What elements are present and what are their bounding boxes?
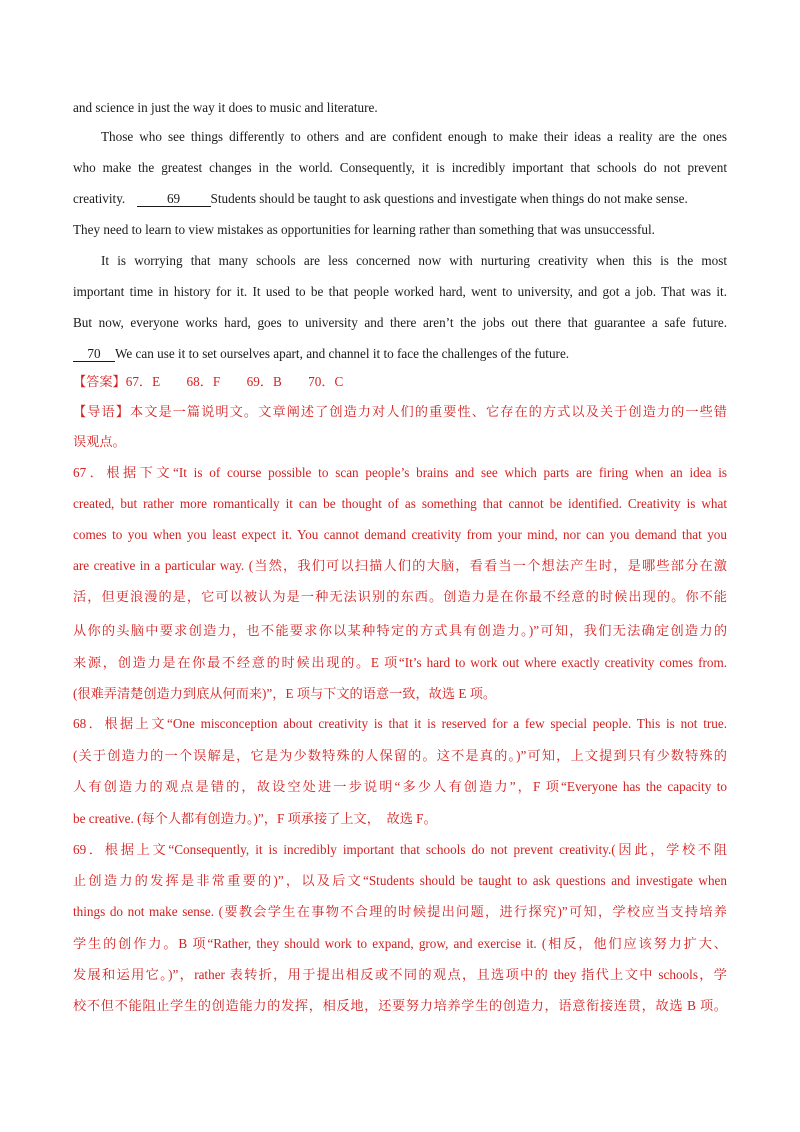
explanation-69-line: 学生的创作力。B 项“Rather, they should work to expand, grow, and exercise it. (相反，他们应该努力扩大、 (73, 936, 727, 951)
passage-line: Those who see things differently to others and are confident enough to make their ideas a reality are the ones (101, 129, 727, 144)
answer-key: 【答案】67．E 68．F 69．B 70．C (73, 374, 344, 389)
explanation-67-line: (很难弄清楚创造力到底从何而来)”，E 项与下文的语意一致，故选 E 项。 (73, 686, 497, 701)
explanation-68-line: (关于创造力的一个误解是，它是为少数特殊的人保留的。这不是真的。)”可知，上文提到只有少数特殊的 (73, 748, 727, 763)
passage-line: and science in just the way it does to music and literature. (73, 100, 378, 115)
explanation-67-line: 来源，创造力是在你最不经意的时候出现的。E 项“It’s hard to work out where exactly creativity comes from. (73, 655, 727, 670)
explanation-69-line: 止创造力的发挥是非常重要的)”，以及后文“Students should be taught to ask questions and investigate when (73, 873, 727, 888)
passage-text: Students should be taught to ask questions and investigate when things do not make sense. (210, 191, 688, 206)
explanation-68-line: be creative. (每个人都有创造力。)”，F 项承接了上文， 故选 F。 (73, 811, 437, 826)
explanation-67-line: 活，但更浪漫的是，它可以被认为是一种无法识别的东西。创造力是在你最不经意的时候出现的。你不能 (73, 589, 727, 604)
explanation-68-line: 68．根据上文“One misconception about creativity is that it is reserved for a few special people. This is not true. (73, 716, 727, 731)
explanation-69-line: things do not make sense. (要教会学生在事物不合理的时候提出问题，进行探究)”可知，学校应当支持培养 (73, 904, 727, 919)
explanation-69-line: 69．根据上文“Consequently, it is incredibly important that schools do not prevent creativity.(因此，学校不阻 (73, 842, 727, 857)
explanation-67-line: are creative in a particular way. (当然，我们可以扫描人们的大脑，看看当一个想法产生时，是哪些部分在激 (73, 558, 727, 573)
passage-line: It is worrying that many schools are less concerned now with nurturing creativity when this is the most (101, 253, 727, 268)
passage-line-with-blank-70 (73, 346, 727, 362)
passage-text: creativity. (73, 191, 126, 206)
passage-line: They need to learn to view mistakes as opportunities for learning rather than something that was unsuccessful. (73, 222, 655, 237)
explanation-69-line: 发展和运用它。)”，rather 表转折，用于提出相反或不同的观点，且选项中的 they 指代上文中 schools，学 (73, 967, 727, 982)
blank-69: 69 (137, 192, 211, 207)
passage-line-with-blank-69 (73, 191, 727, 207)
explanation-68-line: 人有创造力的观点是错的，故设空处进一步说明“多少人有创造力”，F 项“Everyone has the capacity to (73, 779, 727, 794)
guide-line: 误观点。 (73, 434, 126, 449)
explanation-67-line: created, but rather more romantically it can be thought of as something that cannot be identified. Creativity is what (73, 496, 727, 511)
guide-line: 【导语】本文是一篇说明文。文章阐述了创造力对人们的重要性、它存在的方式以及关于创造力的一些错 (73, 404, 727, 419)
passage-line: who make the greatest changes in the world. Consequently, it is incredibly important that schools do not prevent (73, 160, 727, 175)
passage-line: But now, everyone works hard, goes to university and there aren’t the jobs out there that guarantee a safe future. (73, 315, 727, 330)
explanation-67-line: comes to you when you least expect it. You cannot demand creativity from your mind, nor can you demand that you (73, 527, 727, 542)
passage-text: We can use it to set ourselves apart, and channel it to face the challenges of the future. (115, 346, 570, 361)
blank-70: 70 (73, 347, 115, 362)
explanation-69-line: 校不但不能阻止学生的创造能力的发挥，相反地，还要努力培养学生的创造力，语意衔接连贯，故选 B 项。 (73, 998, 727, 1013)
passage-line: important time in history for it. It used to be that people worked hard, went to university, and got a job. That was it. (73, 284, 727, 299)
explanation-67-line: 67．根据下文“It is of course possible to scan people’s brains and see which parts are firing when an idea is (73, 465, 727, 480)
explanation-67-line: 从你的头脑中要求创造力，也不能要求你以某种特定的方式具有创造力。)”可知，我们无法确定创造力的 (73, 623, 727, 638)
